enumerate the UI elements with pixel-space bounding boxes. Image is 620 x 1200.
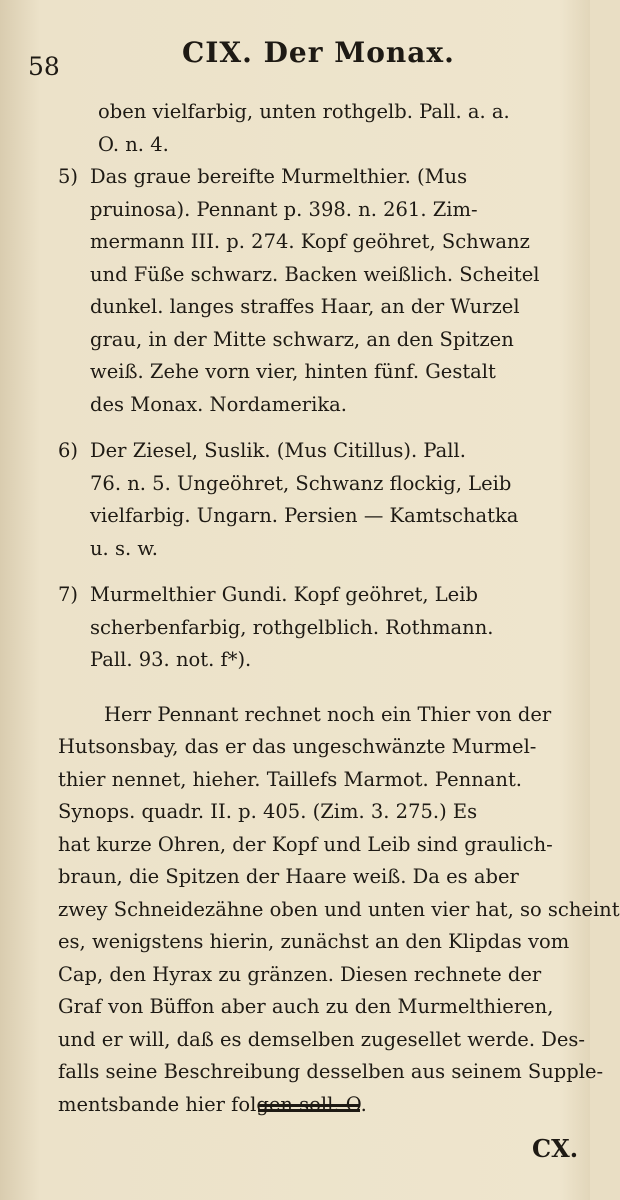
text-line: weiß. Zehe vorn vier, hinten fünf. Gestalt (90, 360, 496, 383)
text-line: und Füße schwarz. Backen weißlich. Scheitel (90, 262, 540, 286)
text-line: dunkel. langes straffes Haar, an der Wurzel (90, 295, 520, 318)
text-line: grau, in der Mitte schwarz, an den Spitzen (90, 327, 514, 351)
text-line: und er will, daß es demselben zugesellet werde. Des- (58, 1027, 586, 1051)
text-line: Synops. quadr. II. p. 405. (Zim. 3. 275.) Es (58, 800, 478, 823)
text-line: es, wenigstens hierin, zunächst an den Klipdas vom (58, 930, 570, 953)
body-paragraph (58, 699, 620, 1122)
entry-number: 7) (58, 583, 79, 606)
text-line: Pall. 93. not. f*). (90, 648, 252, 671)
text-line: Herr Pennant rechnet noch ein Thier von der (104, 702, 552, 726)
text-line: O. n. 4. (98, 132, 169, 156)
text-line: Der Ziesel, Suslik. (Mus Citillus). Pall. (90, 439, 466, 462)
text-line: falls seine Beschreibung desselben aus seinem Supple- (58, 1060, 604, 1083)
end-rule (258, 1104, 360, 1112)
text-line: 76. n. 5. Ungeöhret, Schwanz flockig, Leib (90, 471, 512, 495)
text-line: Hutsonsbay, das er das ungeschwänzte Murmel- (58, 735, 537, 758)
text-line: scherbenfarbig, rothgelblich. Rothmann. (90, 615, 494, 639)
text-line: thier nennet, hieher. Taillefs Marmot. Pennant. (58, 767, 522, 791)
text-line: mentsbande hier folgen soll. O. (58, 1092, 367, 1116)
entry-continuation (58, 96, 578, 161)
text-line: vielfarbig. Ungarn. Persien — Kamtschatka (90, 504, 519, 527)
entry-5 (58, 161, 578, 421)
text-line: Murmelthier Gundi. Kopf geöhret, Leib (90, 583, 478, 606)
text-line: braun, die Spitzen der Haare weiß. Da es aber (58, 865, 519, 888)
entry-7 (58, 579, 578, 677)
text-line: oben vielfarbig, unten rothgelb. Pall. a. a. (98, 100, 510, 123)
running-title: CIX. Der Monax. (182, 36, 455, 69)
text-line: u. s. w. (90, 536, 158, 560)
entry-number: 6) (58, 439, 79, 462)
catchword: CX. (532, 1134, 579, 1163)
text-line: zwey Schneidezähne oben und unten vier hat, so scheint (58, 897, 620, 921)
text-line: Cap, den Hyrax zu gränzen. Diesen rechnete der (58, 962, 542, 986)
page-number: 58 (28, 52, 60, 81)
entry-number: 5) (58, 165, 79, 188)
text-line: mermann III. p. 274. Kopf geöhret, Schwanz (90, 230, 530, 253)
text-line: hat kurze Ohren, der Kopf und Leib sind graulich- (58, 832, 553, 856)
page-body (58, 96, 620, 1121)
text-line: des Monax. Nordamerika. (90, 392, 347, 416)
text-line: Graf von Büffon aber auch zu den Murmelthieren, (58, 995, 554, 1018)
text-line: pruinosa). Pennant p. 398. n. 261. Zim- (90, 197, 478, 221)
entry-6 (58, 435, 578, 565)
text-line: Das graue bereifte Murmelthier. (Mus (90, 165, 468, 188)
